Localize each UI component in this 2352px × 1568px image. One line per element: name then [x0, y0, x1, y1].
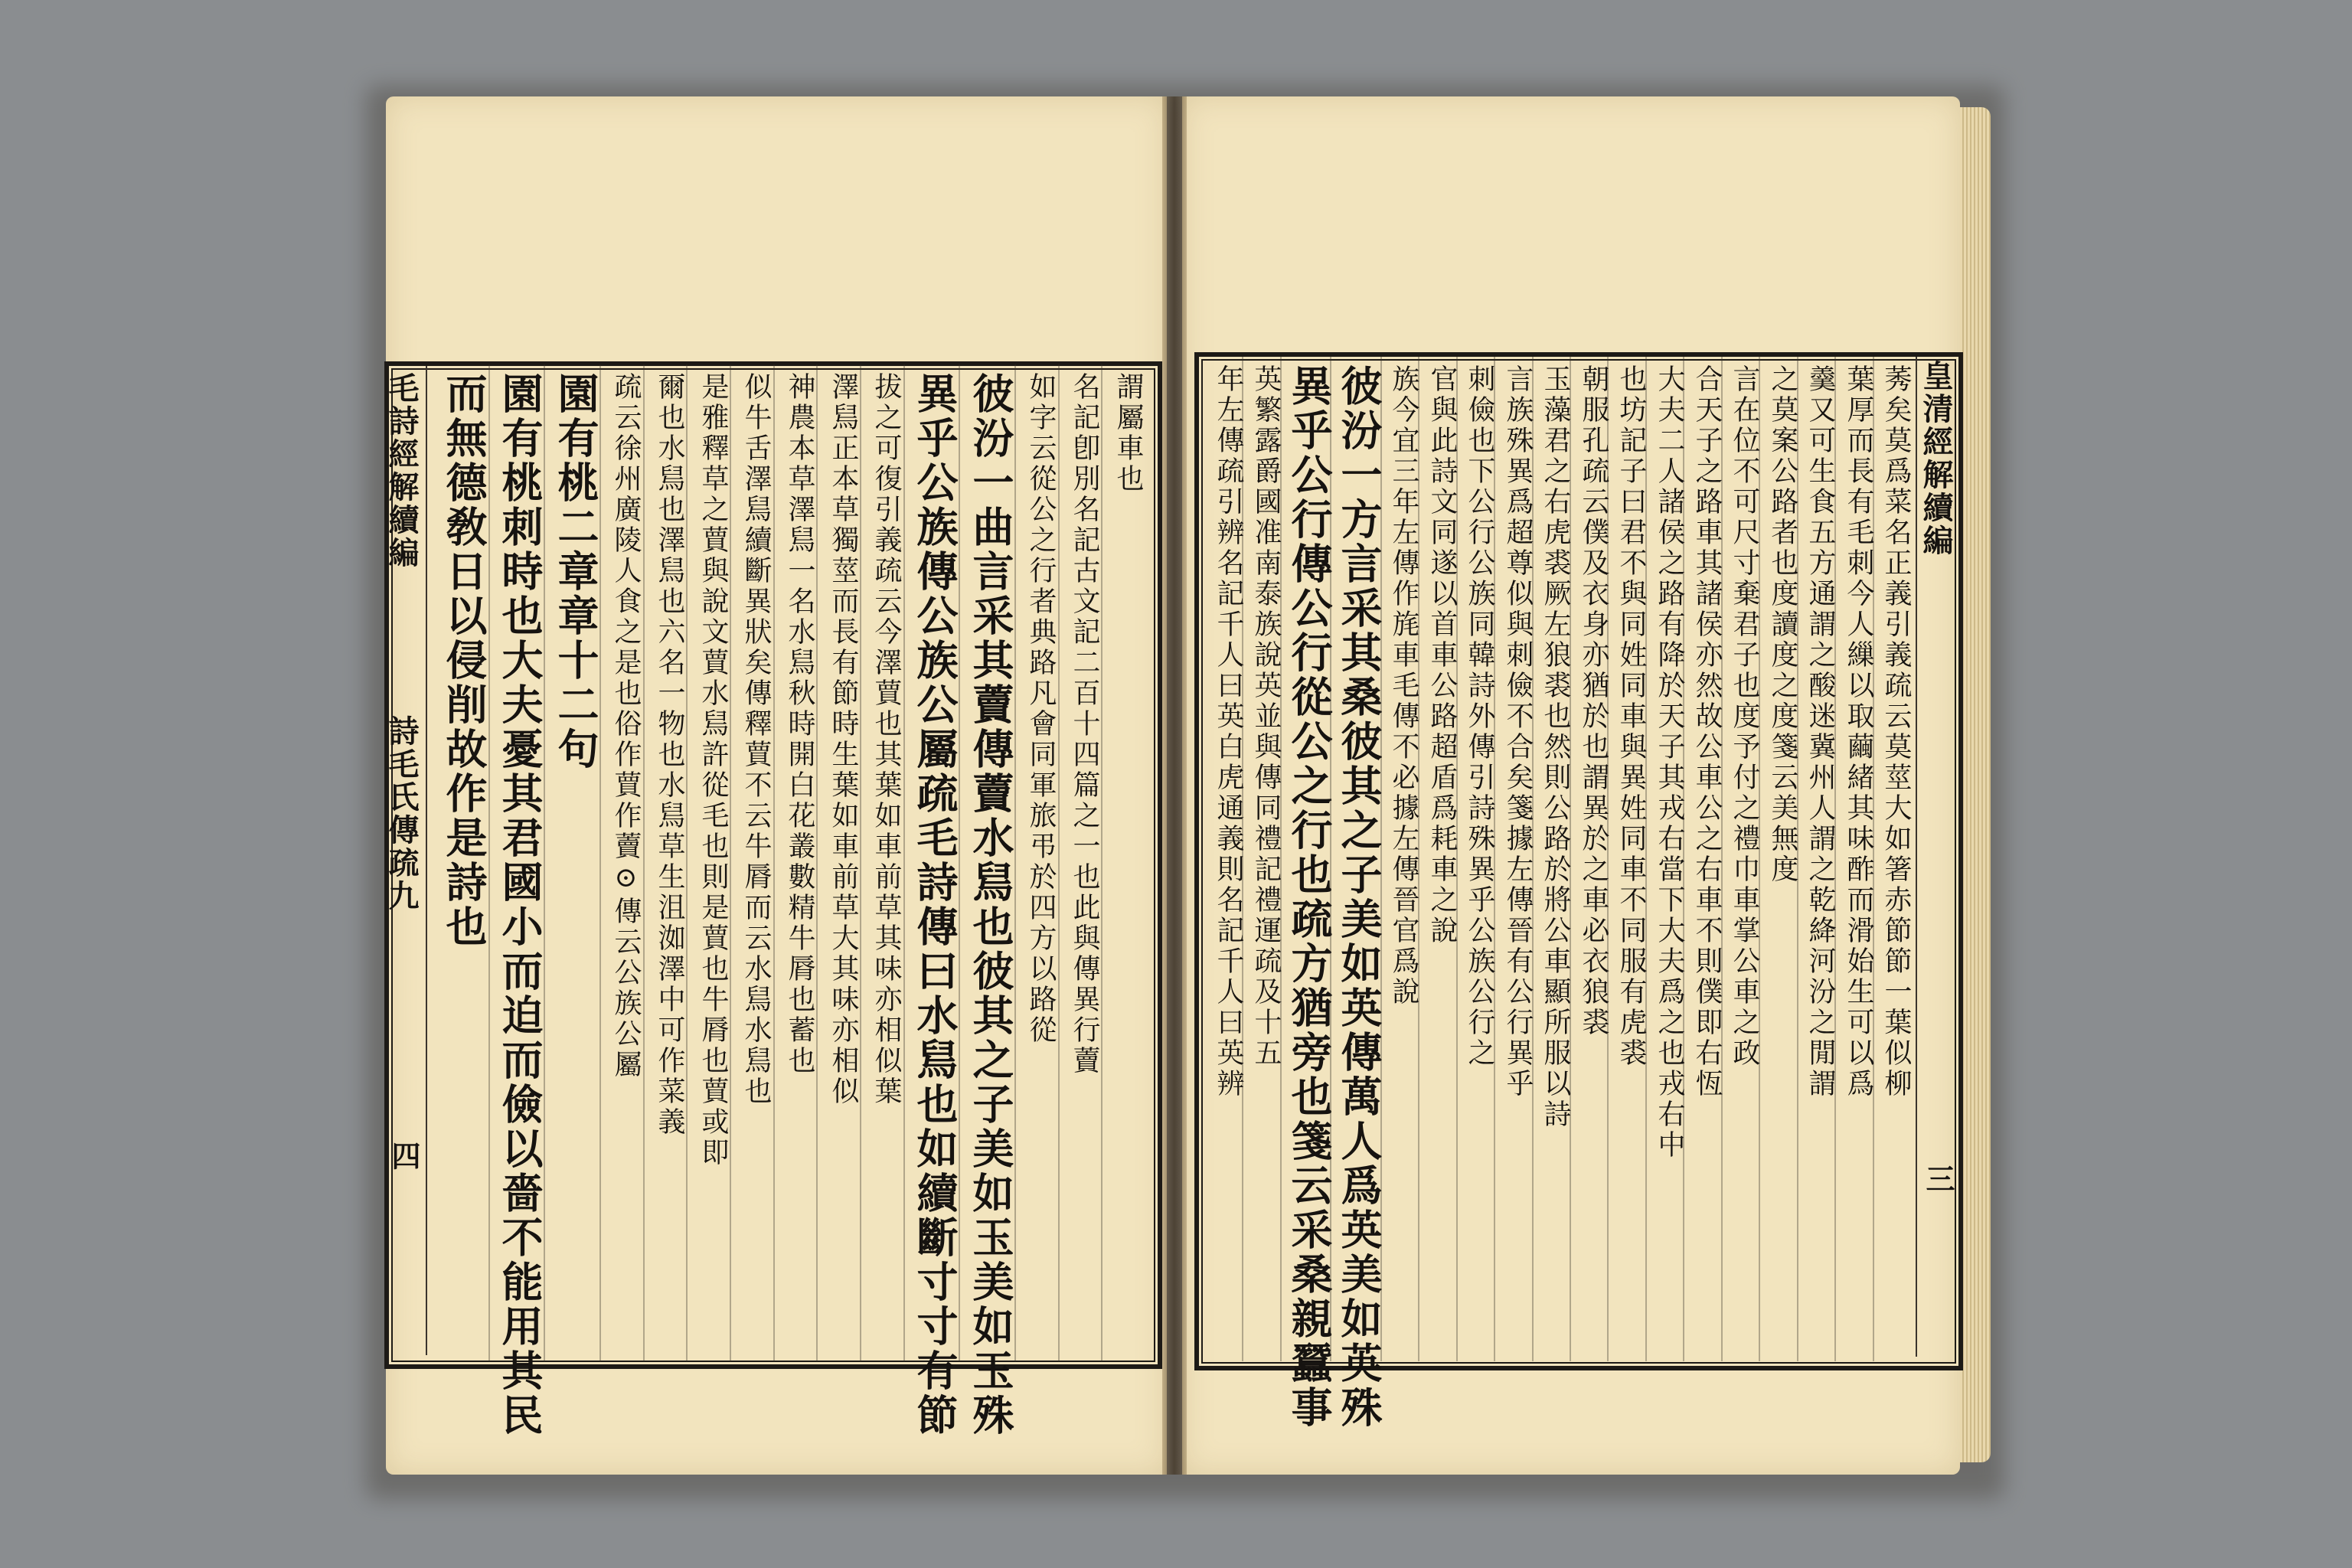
text-column: 朝服孔疏云僕及衣身亦猶於也謂異於之車必衣狼裘	[1578, 364, 1609, 1038]
text-column: 大夫二人諸侯之路有降於天子其戎右當下大夫爲之也戎右中	[1654, 364, 1685, 1161]
text-column: 言族殊異爲超尊似與刺儉不合矣箋據左傳晉有公行異乎	[1502, 364, 1534, 1099]
column-rule	[426, 366, 427, 1355]
column-rule	[1014, 364, 1016, 1361]
column-rule	[1280, 357, 1282, 1361]
column-rule	[1330, 357, 1331, 1361]
column-rule	[860, 364, 861, 1361]
text-column: 合天子之路車其諸侯亦然故公車公之右車不則僕即右恆	[1691, 364, 1723, 1099]
column-rule	[816, 364, 818, 1361]
text-column: 玉藻君之右虎裘厥左狼裘也然則公路於將公車顯所服以詩	[1540, 364, 1571, 1130]
column-rule	[959, 364, 960, 1361]
text-column: 拔之可復引義疏云今澤蕒也其葉如車前草其味亦相似葉	[871, 372, 902, 1107]
text-column: 年左傳疏引辨名記千人曰英白虎通義則名記千人曰英辨	[1213, 364, 1244, 1099]
text-column: 謂屬車也	[1112, 372, 1144, 495]
text-column: 族今宜三年左傳作旄車毛傳不必據左傳晉官爲說	[1388, 364, 1419, 1008]
text-column: 澤舃正本草獨莖而長有節時生葉如車前草大其味亦相似	[828, 372, 859, 1107]
column-rule	[730, 364, 731, 1361]
text-column: 羹又可生食五方通謂之酸迷冀州人謂之乾絳河汾之閒謂	[1805, 364, 1836, 1099]
column-rule	[1058, 364, 1060, 1361]
column-rule	[1834, 357, 1836, 1361]
column-rule	[686, 364, 688, 1361]
text-column: 是雅釋草之蕒與說文蕒水舃許從毛也則是蕒也牛脣也蕒或即	[697, 372, 729, 1168]
column-rule	[1607, 357, 1609, 1361]
text-column: 如字云從公之行者典路凡會同軍旅弔於四方以路從	[1025, 372, 1057, 1046]
book-gutter	[1162, 96, 1187, 1475]
column-rule	[773, 364, 775, 1361]
column-rule	[1242, 357, 1243, 1361]
column-rule	[1759, 357, 1760, 1361]
left-margin-title: 毛詩經解續編	[384, 372, 420, 570]
column-rule	[1683, 357, 1684, 1361]
column-rule	[1645, 357, 1647, 1361]
column-rule	[1101, 364, 1102, 1361]
column-rule	[903, 364, 905, 1361]
text-column: 名記卽別名記古文記二百十四篇之一也此與傳異行藚	[1069, 372, 1100, 1076]
left-page-number: 四	[387, 1141, 421, 1170]
column-rule	[1916, 357, 1917, 1357]
text-column: 刺儉也下公行公族同韓詩外傳引詩殊異乎公族公行之	[1464, 364, 1495, 1069]
text-column: 疏云徐州廣陵人食之是也俗作蕒作藚⊙傳云公族公屬	[610, 372, 642, 1080]
page-edges	[1960, 107, 1991, 1462]
text-column: 之莫案公路者也度讀度之度箋云美無度	[1767, 364, 1798, 885]
column-rule	[1494, 357, 1495, 1361]
right-page-number: 三	[1921, 1164, 1955, 1193]
text-column: 異乎公行傳公行從公之行也疏方猶旁也箋云采桑親蠶事	[1285, 364, 1334, 1430]
text-column: 園有桃刺時也大夫憂其君國小而迫而儉以嗇不能用其民	[495, 372, 544, 1438]
text-column: 似牛舌澤舃續斷異狀矣傳釋蕒不云牛脣而云水舃水舃也	[740, 372, 772, 1107]
column-rule	[1418, 357, 1419, 1361]
text-column: 莠矣莫爲菜名正義引義疏云莫莖大如箸赤節節一葉似柳	[1880, 364, 1912, 1099]
column-rule	[488, 364, 490, 1361]
column-rule	[1570, 357, 1571, 1361]
text-column: 也坊記子曰君不與同姓同車與異姓同車不同服有虎裘	[1615, 364, 1647, 1069]
text-column: 爾也水舃也澤舃也六名一物也水舃草生沮洳澤中可作菜義	[654, 372, 685, 1138]
text-column: 園有桃二章章十二句	[551, 372, 600, 772]
text-column: 異乎公族傳公族公屬疏毛詩傳曰水舃也如續斷寸寸有節	[910, 372, 959, 1438]
right-margin-title: 皇清經解續編	[1918, 360, 1954, 557]
text-column: 神農本草澤舃一名水舃秋時開白花叢數精牛脣也蓄也	[784, 372, 815, 1076]
text-column: 葉厚而長有毛刺今人繅以取繭緒其味酢而滑始生可以爲	[1843, 364, 1874, 1099]
left-margin-subtitle: 詩毛氏傳疏九	[384, 715, 420, 913]
text-column: 而無德敎日以侵削故作是詩也	[439, 372, 488, 949]
column-rule	[544, 364, 545, 1361]
column-rule	[599, 364, 601, 1361]
column-rule	[643, 364, 645, 1361]
text-column: 彼汾一方言采其桑彼其之子美如英傳萬人爲英美如英殊	[1334, 364, 1383, 1430]
text-column: 官與此詩文同遂以首車公路超盾爲耗車之說	[1426, 364, 1458, 946]
text-column: 英繁露爵國准南泰族說英並與傳同禮記禮運疏及十五	[1250, 364, 1282, 1069]
text-column: 彼汾一曲言采其藚傳藚水舃也彼其之子美如玉美如玉殊	[966, 372, 1015, 1438]
text-column: 言在位不可尺寸棄君子也度予付之禮巾車掌公車之政	[1729, 364, 1760, 1069]
